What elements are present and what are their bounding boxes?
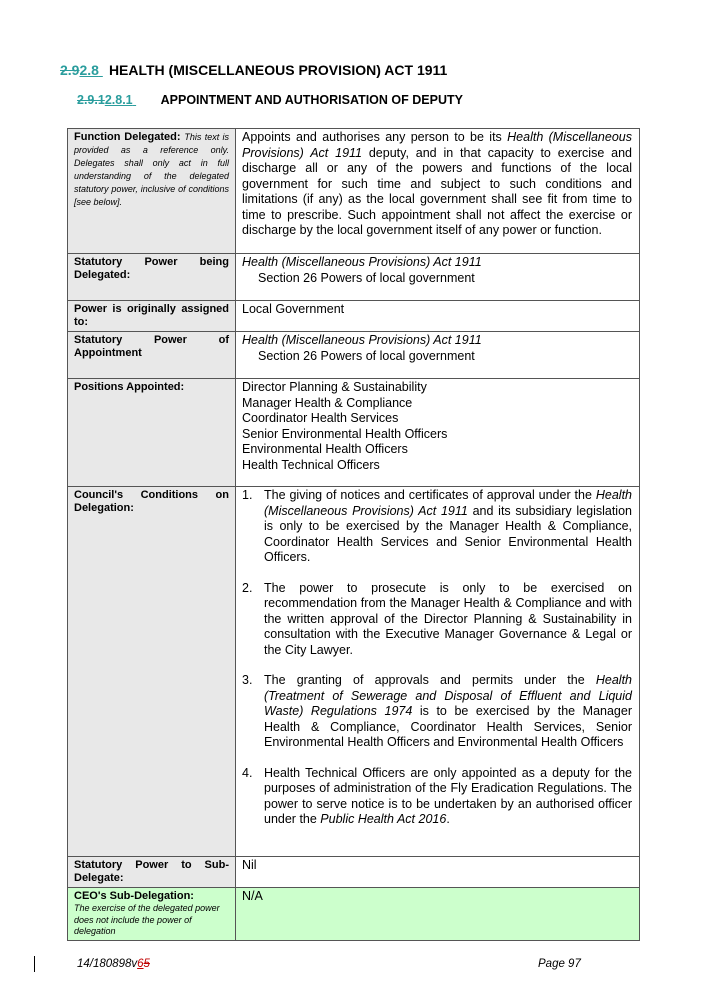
delegation-table bbox=[67, 128, 640, 941]
conditions-value bbox=[236, 487, 640, 857]
row-conditions bbox=[68, 487, 640, 857]
ceo-note: The exercise of the delegated power does not include the power of delegation bbox=[74, 903, 220, 936]
assigned-to-value: Local Government bbox=[236, 301, 640, 332]
act-name: Health (Miscellaneous Provisions) Act 1911 bbox=[242, 255, 482, 269]
label-cell bbox=[68, 129, 236, 254]
act-name: Health (Miscellaneous Provisions) Act 1911 bbox=[242, 333, 482, 347]
section-heading bbox=[60, 62, 447, 78]
statutory-power-label: Statutory Power being Delegated: bbox=[68, 254, 236, 301]
position-item: Environmental Health Officers bbox=[242, 442, 408, 456]
position-item: Manager Health & Compliance bbox=[242, 395, 413, 410]
positions-value bbox=[236, 379, 640, 487]
assigned-to-label: Power is originally assigned to: bbox=[68, 301, 236, 332]
row-function-delegated bbox=[68, 129, 640, 254]
function-delegated-label: Function Delegated: bbox=[74, 131, 181, 143]
subheading-new-number: 2.8.1 bbox=[104, 93, 133, 107]
page-number: Page 97 bbox=[538, 958, 581, 970]
position-item: Coordinator Health Services bbox=[242, 411, 399, 425]
power-of-appointment-label: Statutory Power of Appointment bbox=[68, 332, 236, 379]
conditions-list bbox=[242, 488, 632, 828]
condition-item: 2. The power to prosecute is only to be exercised on recommendation from the Manager Health & Compliance and with the written approval of the Director Planning & Sustainability in consultation with the Executive Manager Governance & Legal or the City Lawyer. bbox=[242, 580, 632, 657]
document-reference: 14/180898v65 bbox=[77, 958, 150, 970]
heading-new-number: 2.8 bbox=[79, 62, 99, 78]
act-name: Health (Miscellaneous Provisions) Act 1911 bbox=[242, 130, 632, 160]
subheading-title: APPOINTMENT AND AUTHORISATION OF DEPUTY bbox=[160, 93, 463, 107]
revision-new: 6 bbox=[137, 958, 144, 970]
row-statutory-power bbox=[68, 254, 640, 301]
position-item: Senior Environmental Health Officers bbox=[242, 426, 448, 441]
ceo-value: N/A bbox=[236, 888, 640, 941]
label-cell bbox=[68, 888, 236, 941]
condition-item: 4. Health Technical Officers are only appointed as a deputy for the purposes of administration of the Fly Eradication Regulations. The power to serve notice is to be undertaken by an authorised officer under the Public Health Act 2016. bbox=[242, 765, 632, 826]
row-positions bbox=[68, 379, 640, 487]
power-of-appointment-value bbox=[236, 332, 640, 379]
statutory-power-value bbox=[236, 254, 640, 301]
subsection-heading bbox=[77, 93, 463, 107]
revision-old: 5 bbox=[143, 958, 150, 970]
condition-item: 1. The giving of notices and certificates of approval under the Health (Miscellaneous Provisions) Act 1911 and its subsidiary legislation is only to be exercised by the Manager Health & Compliance, Coordinator Health Services and Senior Environmental Health Officers. bbox=[242, 488, 632, 564]
section-ref: Section 26 Powers of local government bbox=[258, 348, 475, 363]
subheading-old-number: 2.9.1 bbox=[77, 93, 105, 107]
row-power-of-appointment bbox=[68, 332, 640, 379]
sub-delegate-value: Nil bbox=[236, 857, 640, 888]
row-ceo-sub-delegation bbox=[68, 888, 640, 941]
section-ref: Section 26 Powers of local government bbox=[258, 270, 475, 285]
row-sub-delegate bbox=[68, 857, 640, 888]
sub-delegate-label: Statutory Power to Sub-Delegate: bbox=[68, 857, 236, 888]
condition-item: 3. The granting of approvals and permits under the Health (Treatment of Sewerage and Disposal of Effluent and Liquid Waste) Regulations 1974 is to be exercised by the Manager Health & Compliance, Coordinator Health Services, Senior Environmental Health Officers and Environmental Health Officers bbox=[242, 673, 632, 749]
function-delegated-note: This text is provided as a reference only. Delegates shall only act in full understanding of the delegated statutory power, inclusive of conditions [see below]. bbox=[74, 132, 229, 207]
conditions-label: Council's Conditions on Delegation: bbox=[68, 487, 236, 857]
heading-old-number: 2.9 bbox=[60, 62, 80, 78]
position-item: Director Planning & Sustainability bbox=[242, 380, 427, 394]
heading-title: HEALTH (MISCELLANEOUS PROVISION) ACT 1911 bbox=[108, 62, 448, 78]
ceo-label: CEO's Sub-Delegation: bbox=[74, 890, 194, 902]
positions-label: Positions Appointed: bbox=[68, 379, 236, 487]
revision-bar bbox=[34, 956, 35, 972]
row-assigned-to bbox=[68, 301, 640, 332]
position-item: Health Technical Officers bbox=[242, 457, 380, 472]
function-delegated-value: Appoints and authorises any person to be its Health (Miscellaneous Provisions) Act 1911 deputy, and in that capacity to exercise and discharge all or any of the powers and functions of the local government for such time and subject to such conditions and limitations (if any) as the local government shall see fit from time to time to prescribe. Such appointment shall not affect the exercise or discharge by the local government itself of any power or function. bbox=[236, 129, 640, 254]
